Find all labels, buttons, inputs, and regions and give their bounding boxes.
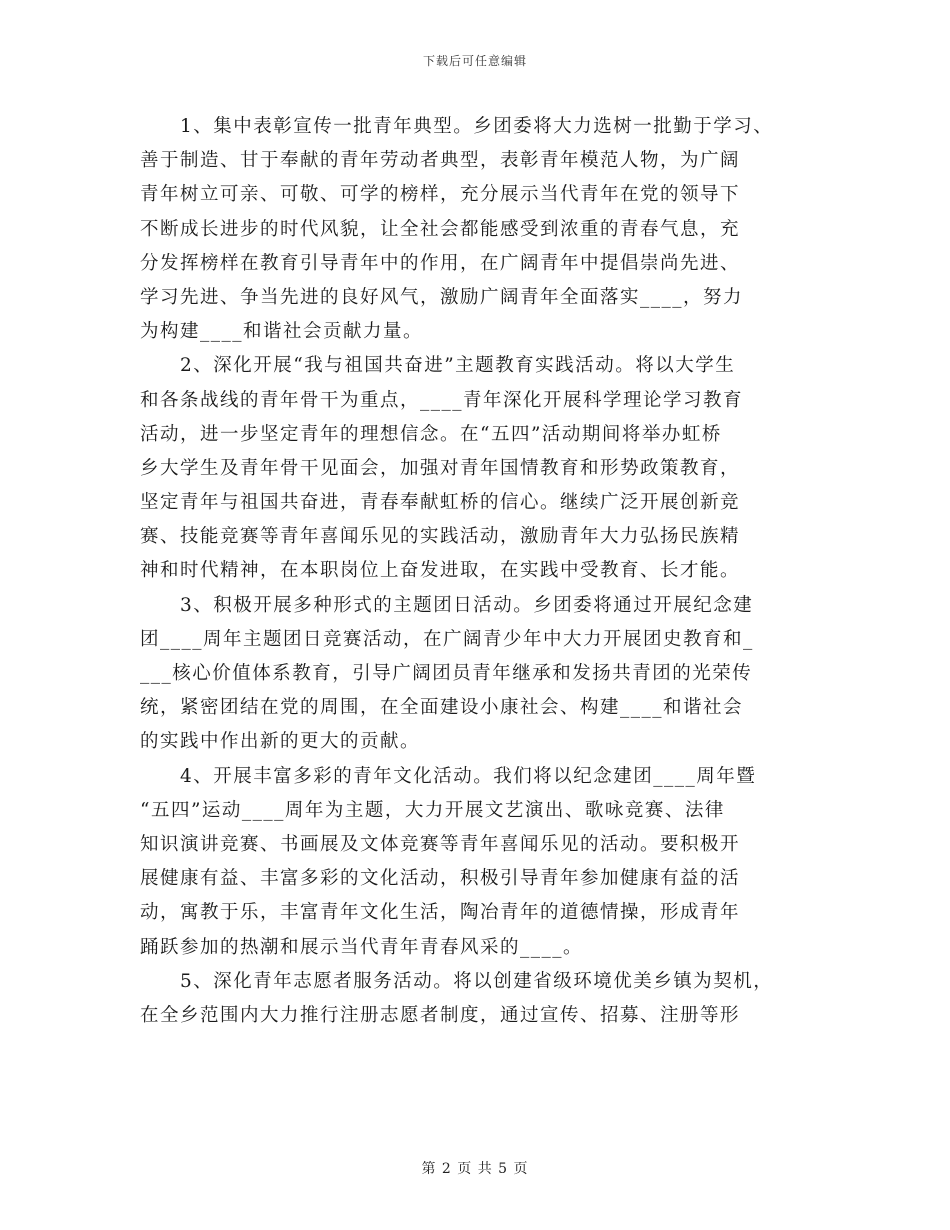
page-header: 下载后可任意编辑	[422, 54, 527, 68]
text-line: 善于制造、甘于奉献的青年劳动者典型，表彰青年模范人物，为广阔	[140, 150, 741, 172]
text-line: 为构建____和谐社会贡献力量。	[140, 321, 424, 343]
text-line: 学习先进、争当先进的良好风气，激励广阔青年全面落实____，努力	[140, 286, 744, 308]
text-line: 在全乡范围内大力推行注册志愿者制度，通过宣传、招募、注册等形	[140, 1004, 741, 1026]
page-number-footer: 第 2 页 共 5 页	[421, 1161, 529, 1177]
text-line: 1、集中表彰宣传一批青年典型。乡团委将大力选树一批勤于学习、	[180, 116, 774, 137]
text-line: 神和时代精神，在本职岗位上奋发进取，在实践中受教育、长才能。	[140, 560, 741, 582]
paragraph-2	[140, 349, 830, 588]
text-line: 和各条战线的青年骨干为重点，____青年深化开展科学理论学习教育	[140, 389, 744, 411]
text-line: 赛、技能竞赛等青年喜闻乐见的实践活动，激励青年大力弘扬民族精	[140, 526, 741, 548]
text-line: 青年树立可亲、可敬、可学的榜样，充分展示当代青年在党的领导下	[140, 184, 741, 206]
text-line: 乡大学生及青年骨干见面会，加强对青年国情教育和形势政策教育，	[140, 457, 741, 479]
text-line: 4、开展丰富多彩的青年文化活动。我们将以纪念建团____周年暨	[180, 765, 757, 787]
paragraph-4	[140, 760, 830, 965]
text-line: 5、深化青年志愿者服务活动。将以创建省级环境优美乡镇为契机，	[180, 970, 774, 992]
text-line: 活动，进一步坚定青年的理想信念。在“五四”活动期间将举办虹桥	[140, 423, 722, 445]
text-line: 分发挥榜样在教育引导青年中的作用，在广阔青年中提倡崇尚先进、	[140, 252, 741, 274]
text-line: 团____周年主题团日竞赛活动，在广阔青少年中大力开展团史教育和_	[140, 628, 754, 650]
text-line: 坚定青年与祖国共奋进，青春奉献虹桥的信心。继续广泛开展创新竞	[140, 492, 741, 514]
document-body	[140, 110, 830, 1033]
text-line: 展健康有益、丰富多彩的文化活动，积极引导青年参加健康有益的活	[140, 868, 741, 890]
text-line: 统，紧密团结在党的周围，在全面建设小康社会、构建____和谐社会	[140, 697, 744, 719]
paragraph-3	[140, 589, 830, 760]
paragraph-1	[140, 110, 830, 349]
text-line: 动，寓教于乐，丰富青年文化生活，陶冶青年的道德情操，形成青年	[140, 902, 741, 924]
text-line: ___核心价值体系教育，引导广阔团员青年继承和发扬共青团的光荣传	[140, 663, 753, 684]
text-line: 知识演讲竞赛、书画展及文体竞赛等青年喜闻乐见的活动。要积极开	[140, 833, 741, 855]
text-line: “五四”运动____周年为主题，大力开展文艺演出、歌咏竞赛、法律	[140, 799, 725, 821]
text-line: 不断成长进步的时代风貌，让全社会都能感受到浓重的青春气息，充	[140, 218, 741, 240]
paragraph-5	[140, 965, 830, 1033]
text-line: 的实践中作出新的更大的贡献。	[140, 731, 421, 753]
text-line: 2、深化开展“我与祖国共奋进”主题教育实践活动。将以大学生	[180, 355, 736, 377]
text-line: 3、积极开展多种形式的主题团日活动。乡团委将通过开展纪念建	[180, 594, 754, 616]
text-line: 踊跃参加的热潮和展示当代青年青春风采的____。	[140, 936, 584, 958]
